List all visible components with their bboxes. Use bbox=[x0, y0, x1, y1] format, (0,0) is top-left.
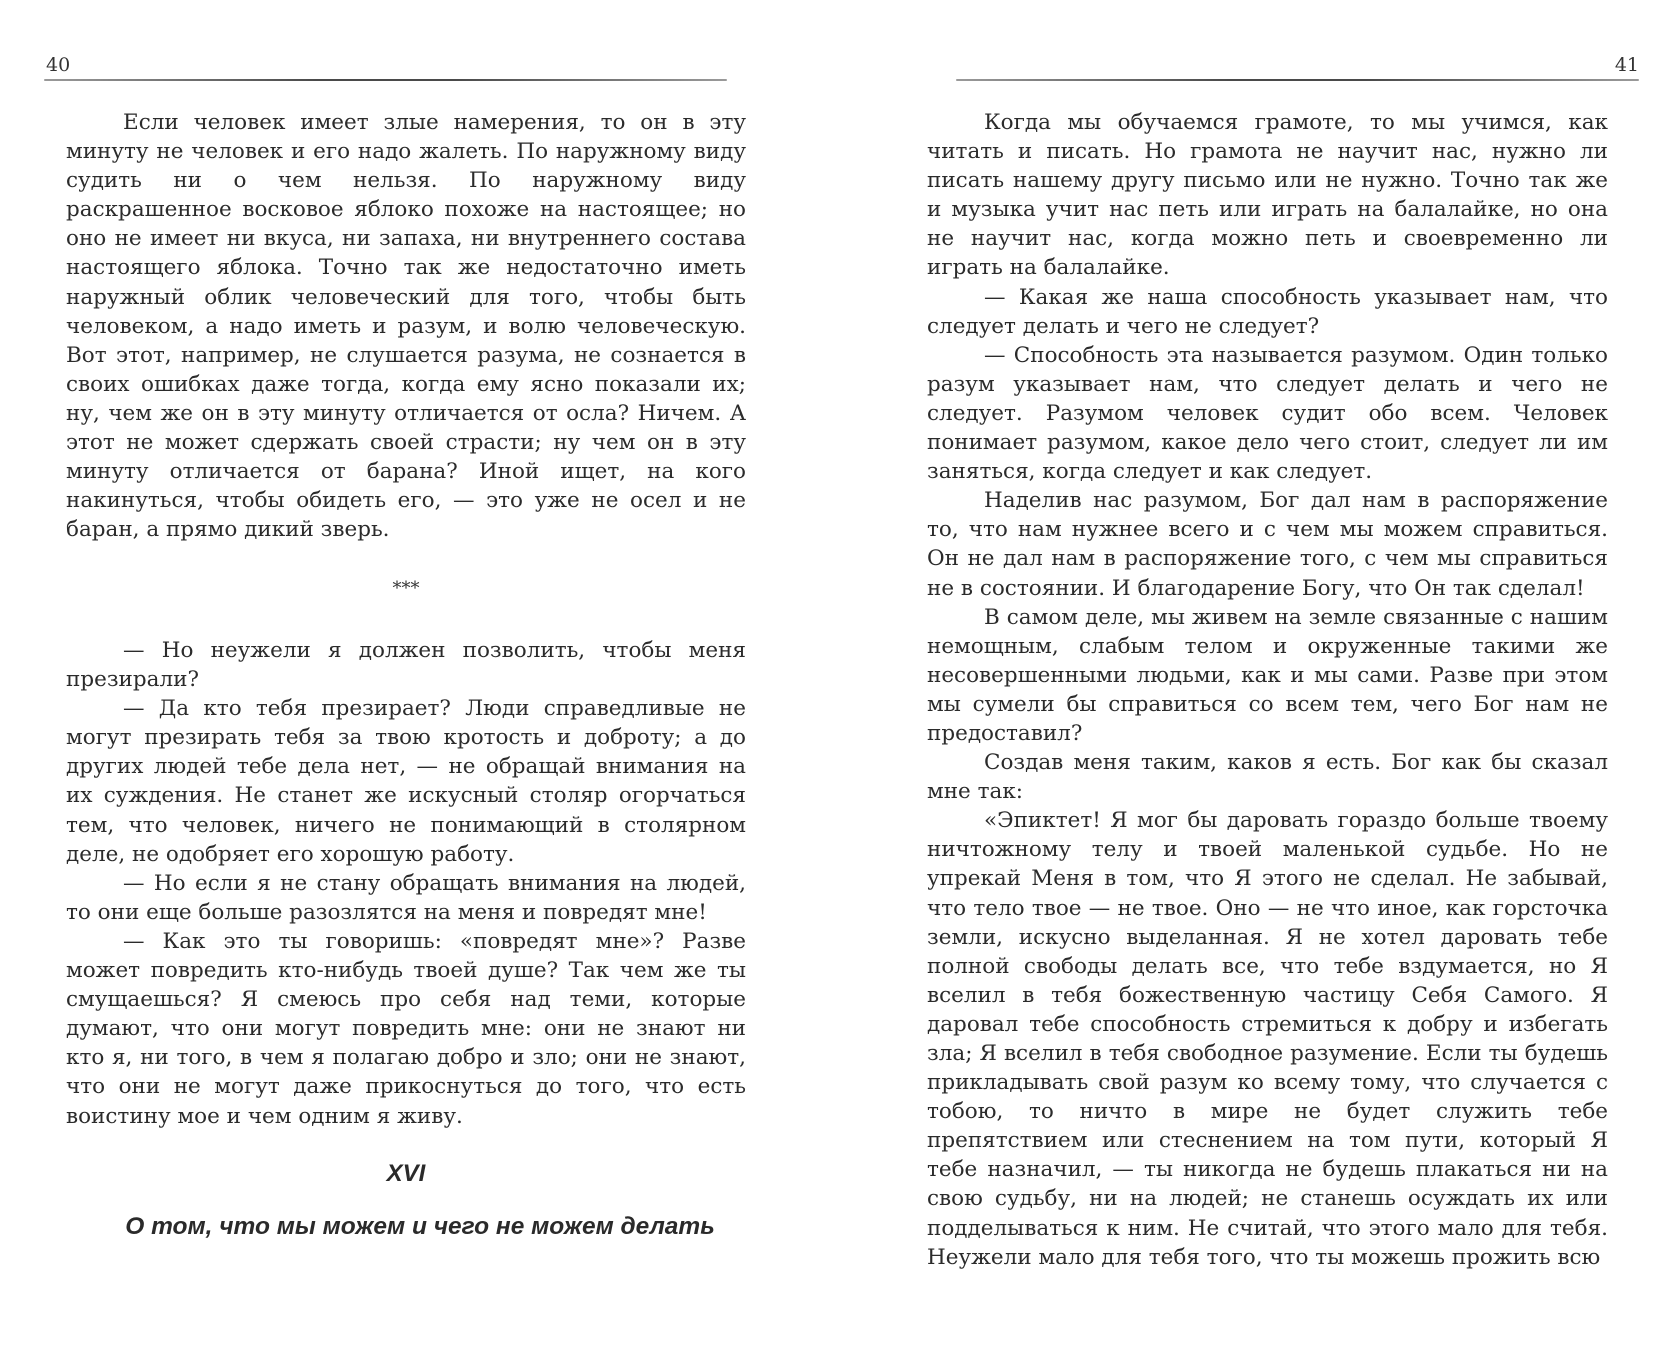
text-block-main bbox=[927, 108, 1608, 1272]
text-block-dialogue bbox=[66, 636, 746, 1131]
page-number: 40 bbox=[46, 54, 71, 76]
chapter-title: О том, что мы можем и чего не можем делать bbox=[125, 1213, 715, 1240]
paragraph: — Какая же наша способность указывает нам, что следует делать и чего не следует? bbox=[927, 284, 1608, 339]
header-rule bbox=[44, 79, 727, 81]
left-page bbox=[0, 0, 838, 1360]
text-block-top bbox=[66, 108, 746, 544]
section-separator: *** bbox=[392, 578, 420, 599]
paragraph: — Но неужели я должен позволить, чтобы меня презирали? bbox=[66, 638, 746, 693]
paragraph: — Способность эта называется разумом. Один только разум указывает нам, что следует делать и чего не следует. Разумом человек судит обо всем. Человек понимает разумом, какое дело чего стоит, следует ли им заняться, когда следует и как следует. bbox=[927, 342, 1608, 485]
chapter-number: XVI bbox=[386, 1160, 426, 1187]
paragraph: «Эпиктет! Я мог бы даровать гораздо больше твоему ничтожному телу и твоей маленькой судьбе. Но не упрекай Меня в том, что Я этого не сделал. Не забывай, что тело твое — не твое. Оно — не что иное, как горсточка земли, искусно выделанная. Я не хотел даровать тебе полной свободы делать все, что тебе вздумается, но Я вселил в тебя божественную частицу Себя Самого. Я даровал тебе способность стремиться к добру и избегать зла; Я вселил в тебя свободное разумение. Если ты будешь прикладывать свой разум ко всему тому, что случается с тобою, то ничто в мире не будет служить тебе препятствием или стеснением на том пути, который Я тебе назначил, — ты никогда не будешь плакаться ни на свою судьбу, ни на людей; не станешь осуждать их или подделываться к ним. Не считай, что этого мало для тебя. Неужели мало для тебя того, что ты можешь прожить всю bbox=[927, 808, 1608, 1270]
header-rule bbox=[956, 79, 1639, 81]
right-page bbox=[838, 0, 1677, 1360]
paragraph: Создав меня таким, каков я есть. Бог как бы сказал мне так: bbox=[927, 750, 1608, 805]
paragraph: Когда мы обучаемся грамоте, то мы учимся, как читать и писать. Но грамота не научит нас, нужно ли писать нашему другу письмо или не нужно. Точно так же и музыка учит нас петь или играть на балалайке, но она не научит нас, когда можно петь и своевременно ли играть на балалайке. bbox=[927, 110, 1608, 281]
paragraph: — Но если я не стану обращать внимания на людей, то они еще больше разозлятся на меня и повредят мне! bbox=[66, 870, 746, 925]
page-number: 41 bbox=[1614, 54, 1639, 76]
paragraph: — Да кто тебя презирает? Люди справедливые не могут презирать тебя за твою кротость и доброту; а до других людей тебе дела нет, — не обращай внимания на их суждения. Не станет же искусный столяр огорчаться тем, что человек, ничего не понимающий в столярном деле, не одобряет его хорошую работу. bbox=[66, 696, 746, 867]
paragraph: Если человек имеет злые намерения, то он в эту минуту не человек и его надо жалеть. По наружному виду судить ни о чем нельзя. По наружному виду раскрашенное восковое яблоко похоже на настоящее; но оно не имеет ни вкуса, ни запаха, ни внутреннего состава настоящего яблока. Точно так же недостаточно иметь наружный облик человеческий для того, чтобы быть человеком, а надо иметь и разум, и волю человеческую. Вот этот, например, не слушается разума, не сознается в своих ошибках даже тогда, когда ему ясно показали их; ну, чем же он в эту минуту отличается от осла? Ничем. А этот не может сдержать своей страсти; ну чем он в эту минуту отличается от барана? Иной ищет, на кого накинуться, чтобы обидеть его, — это уже не осел и не баран, а прямо дикий зверь. bbox=[66, 110, 746, 543]
paragraph: Наделив нас разумом, Бог дал нам в распоряжение то, что нам нужнее всего и с чем мы можем справиться. Он не дал нам в распоряжение того, с чем мы справиться не в состоянии. И благодарение Богу, что Он так сделал! bbox=[927, 488, 1608, 601]
paragraph: — Как это ты говоришь: «повредят мне»? Разве может повредить кто-нибудь твоей душе? Так чем же ты смущаешься? Я смеюсь про себя над теми, которые думают, что они могут повредить мне: они не знают ни кто я, ни того, в чем я полагаю добро и зло; они не знают, что они не могут даже прикоснуться до того, что есть воистину мое и чем одним я живу. bbox=[66, 928, 746, 1129]
paragraph: В самом деле, мы живем на земле связанные с нашим немощным, слабым телом и окруженные такими же несовершенными людьми, как и мы сами. Разве при этом мы сумели бы справиться со всем тем, чего Бог нам не предоставил? bbox=[927, 604, 1608, 746]
